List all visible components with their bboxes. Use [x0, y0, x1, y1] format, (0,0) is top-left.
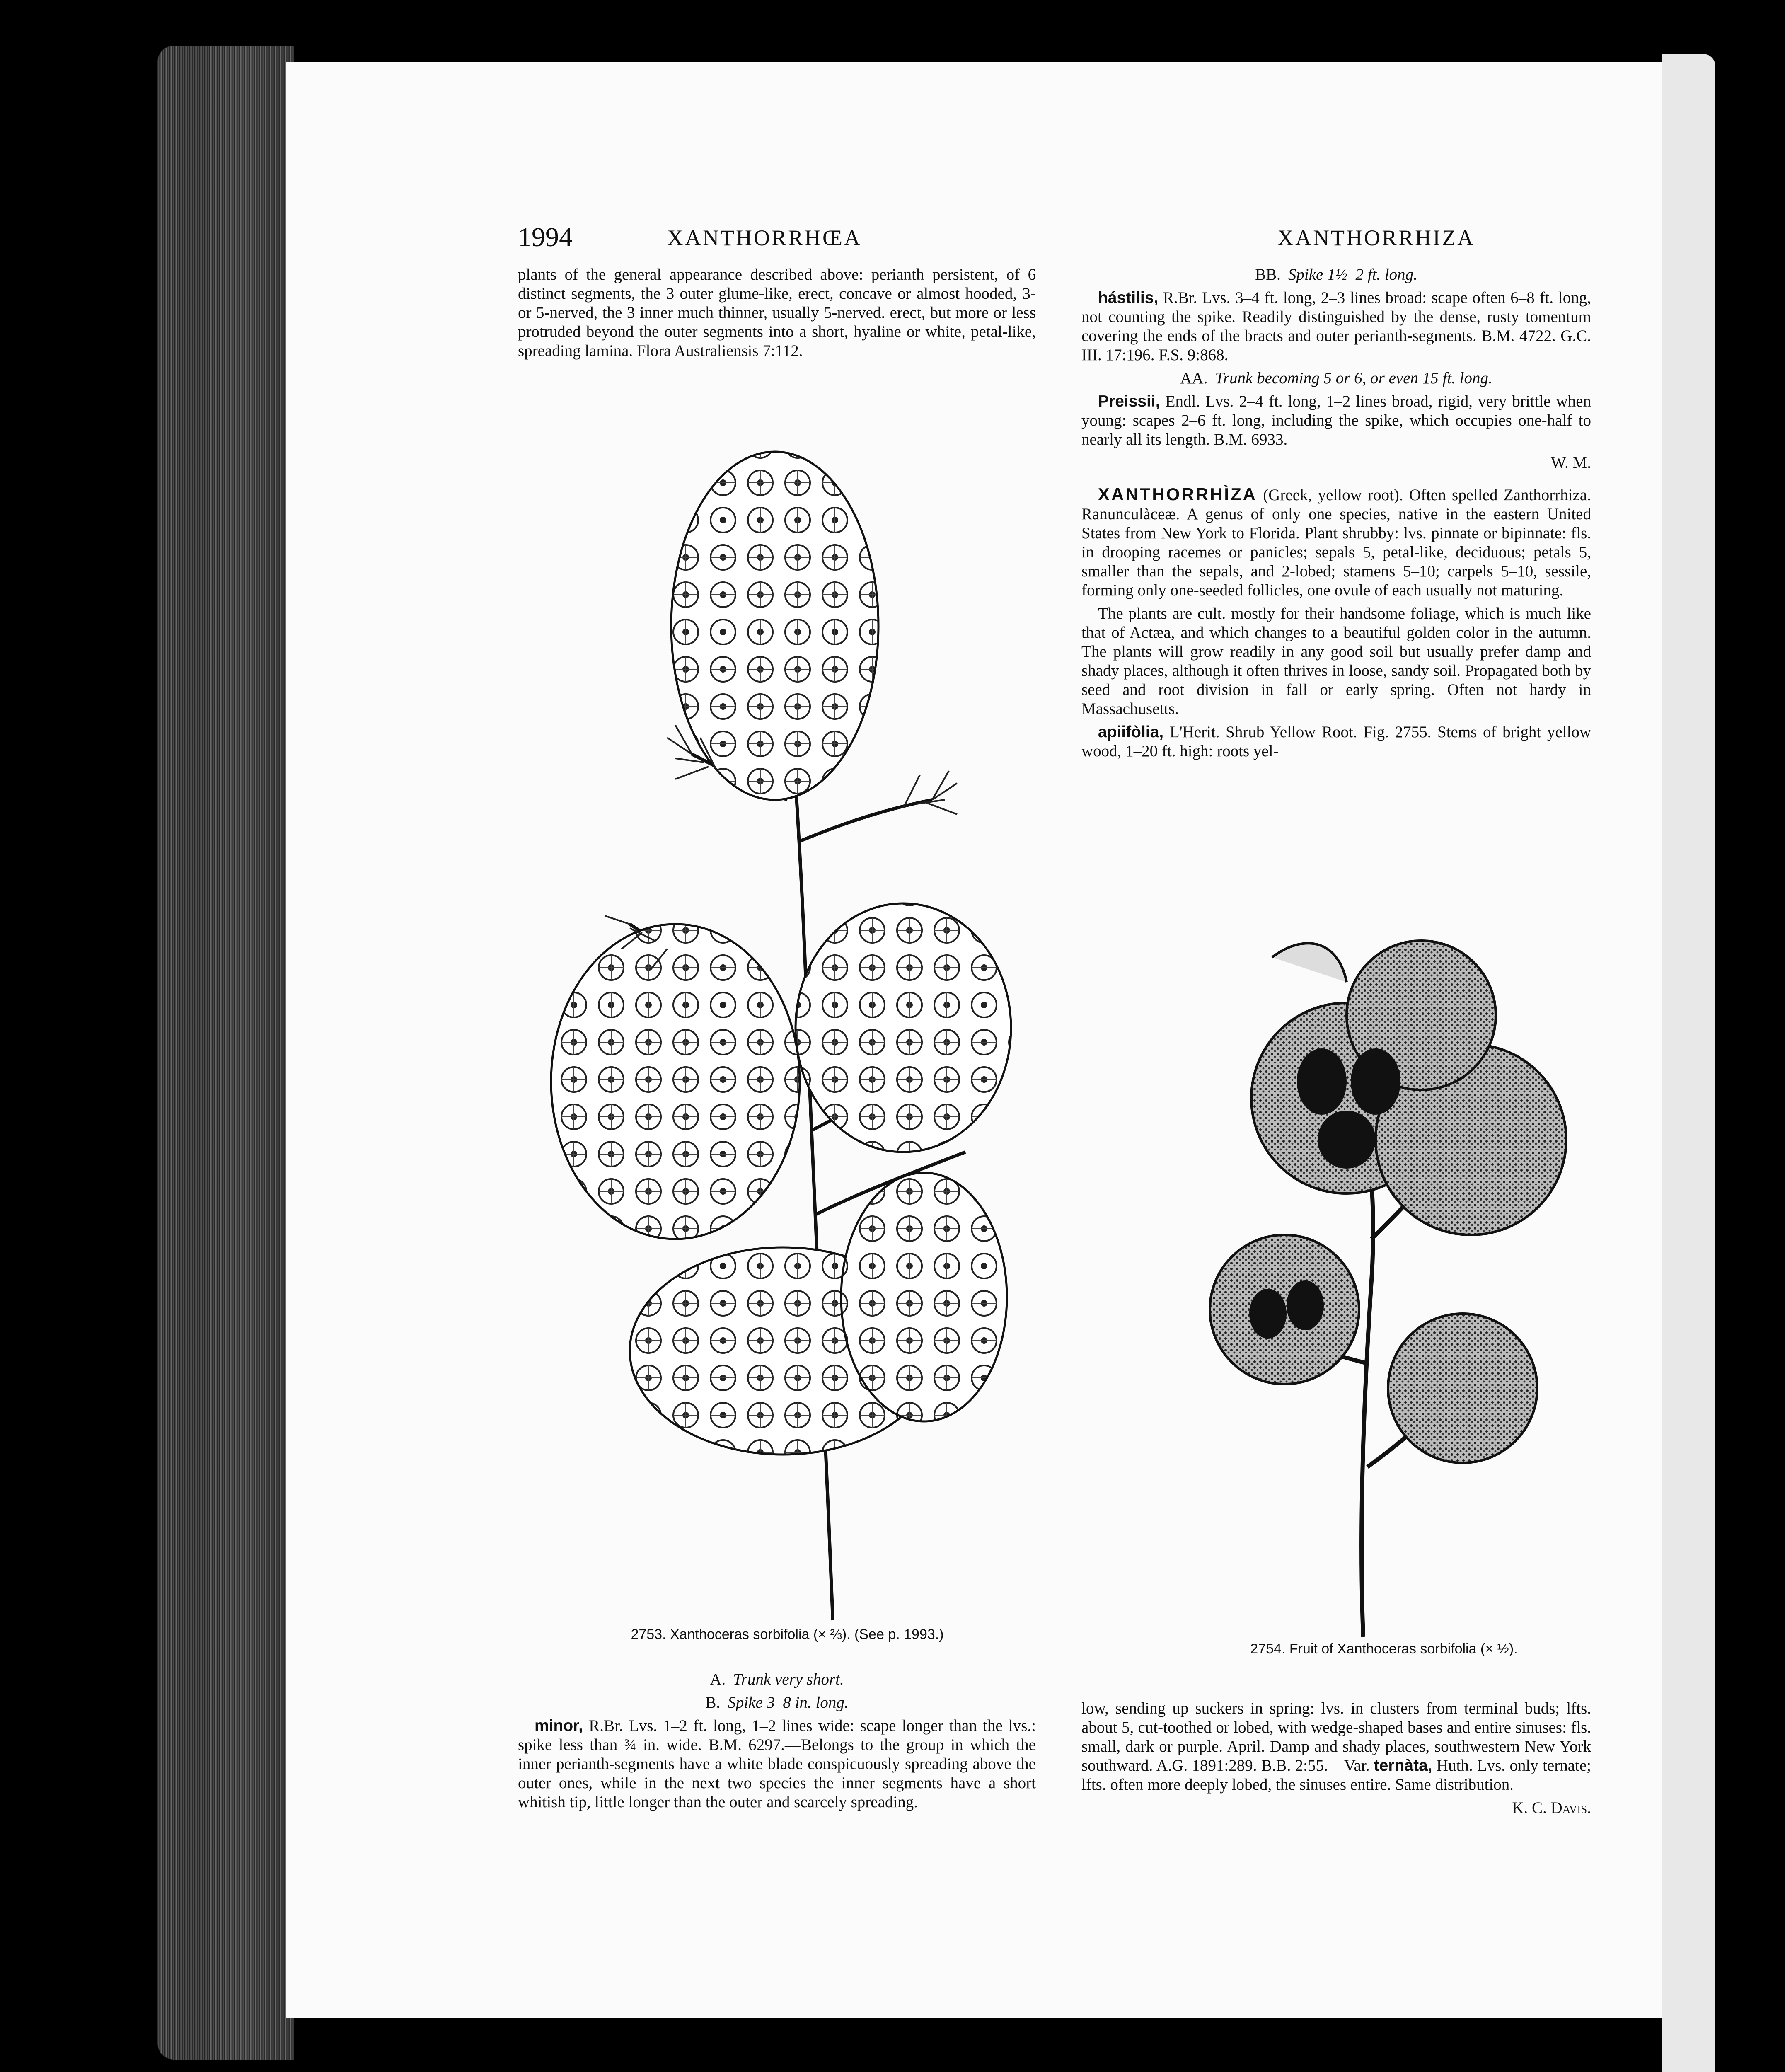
continued-text [1081, 1699, 1591, 1794]
species-name: apiifòlia, [1098, 723, 1164, 741]
left-running-title: XANTHORRHŒA [667, 225, 862, 250]
left-column-bottom [518, 1670, 1036, 1816]
right-column-bottom [1081, 1699, 1591, 1822]
key-text: Trunk becoming 5 or 6, or even 15 ft. long. [1215, 369, 1492, 387]
running-header [518, 222, 1566, 259]
book-page [286, 62, 1662, 2018]
page-number: 1994 [518, 222, 573, 252]
author-signature: W. M. [1550, 454, 1591, 472]
right-column-top [1081, 265, 1591, 765]
entry-preissii [1081, 392, 1591, 449]
genus-entry [1081, 485, 1591, 600]
right-running-title: XANTHORRHIZA [1277, 225, 1475, 250]
description-paragraph: plants of the general appearance described above: perianth persistent, of 6 distinct segments, the 3 outer glume-like, erect, concave or almost hooded, 3- or 5-nerved, the 3 inner much thinner, usually 5-nerved. erect, but more or less protruded beyond the outer segments into a short, hyaline or white, petal-like, spreading lamina. Flora Australiensis 7:112. [518, 266, 1036, 360]
variety-text: Huth. Lvs. only ternate; lfts. often more deeply lobed, the sinuses entire. Same distribution. [1081, 1757, 1591, 1794]
key-a [518, 1670, 1036, 1689]
genus-intro: (Greek, yellow root). Often spelled Zanthorrhiza. Ranunculàceæ. A genus of only one species, native in the eastern United States from New York to Florida. Plant shrubby: lvs. pinnate or bipinnate: fls. in drooping racemes or panicles; sepals 5, petal-like, deciduous; petals 5, smaller than the sepals, and 2-lobed; stamens 5–10; carpels 5–10, sessile, forming only one-seeded follicles, one ovule of each usually not maturing. [1081, 486, 1591, 599]
key-letter: B. [705, 1694, 721, 1711]
key-text: Spike 3–8 in. long. [728, 1694, 849, 1711]
genus-paragraph-2: The plants are cult. mostly for their handsome foliage, which is much like that of Actæa, and which changes to a beautiful golden color in the autumn. The plants will grow readily in any good soil but usually prefer damp and shady places, although it often thrives in loose, sandy soil. Propagated both by seed and root division in fall or early spring. Often not hardy in Massachusetts. [1081, 605, 1591, 718]
key-text: Spike 1½–2 ft. long. [1288, 266, 1417, 283]
key-text: Trunk very short. [733, 1670, 844, 1688]
figure-2754-caption: 2754. Fruit of Xanthoceras sorbifolia (× ½). [1250, 1641, 1518, 1657]
figure-2754-fruit [1189, 908, 1587, 1645]
figure-2753-flowering-branch [518, 427, 1057, 1637]
figure-2753-caption: 2753. Xanthoceras sorbifolia (× ⅔). (See p. 1993.) [631, 1627, 944, 1642]
entry-text: Endl. Lvs. 2–4 ft. long, 1–2 lines broad, rigid, very brittle when young: scapes 2–6 ft. long, including the spike, which occupies one-half to nearly all its length. B.M. 6933. [1081, 392, 1591, 448]
genus-name: XANTHORRHÌZA [1098, 484, 1257, 504]
entry-apiifolia [1081, 723, 1591, 761]
entry-text: low, sending up suckers in spring: lvs. in clusters from terminal buds; lfts. about 5, cut-toothed or lobed, with wedge-shaped bases and entire sinuses: fls. small, dark or purple. April. Damp and shady places, southwestern New York southward. A.G. 1891:289. B.B. 2:55.—Var. [1081, 1699, 1591, 1774]
key-bb [1081, 265, 1591, 284]
key-aa [1081, 369, 1591, 388]
author-signature: K. C. Davis. [1512, 1799, 1591, 1817]
species-name: minor, [535, 1717, 583, 1735]
book-page-edges [157, 46, 294, 2060]
entry-hastilis [1081, 288, 1591, 365]
species-name: Preissii, [1098, 392, 1160, 410]
key-letter: A. [710, 1670, 726, 1688]
key-letter: AA. [1180, 369, 1208, 387]
entry-minor [518, 1716, 1036, 1812]
entry-text: R.Br. Lvs. 3–4 ft. long, 2–3 lines broad: scape often 6–8 ft. long, not counting the spike. Readily distinguished by the dense, rusty tomentum covering the ends of the bracts and outer perianth-segments. B.M. 4722. G.C. III. 17:196. F.S. 9:868. [1081, 289, 1591, 364]
entry-text: L'Herit. Shrub Yellow Root. Fig. 2755. Stems of bright yellow wood, 1–20 ft. high: roots yel- [1081, 723, 1592, 760]
entry-text: R.Br. Lvs. 1–2 ft. long, 1–2 lines wide: scape longer than the lvs.: spike less than ¾ in. wide. B.M. 6297.—Belongs to the group in which the inner perianth-segments have a white blade conspicuously spreading above the outer ones, while in the next two species the inner segments have a short whitish tip, little longer than the outer and scarcely spreading. [518, 1717, 1036, 1811]
key-letter: BB. [1255, 266, 1281, 283]
key-b [518, 1693, 1036, 1712]
left-column-top [518, 265, 1036, 365]
variety-name: ternàta, [1374, 1757, 1432, 1774]
next-page-edge [1662, 54, 1715, 2072]
species-name: hástilis, [1098, 289, 1159, 307]
